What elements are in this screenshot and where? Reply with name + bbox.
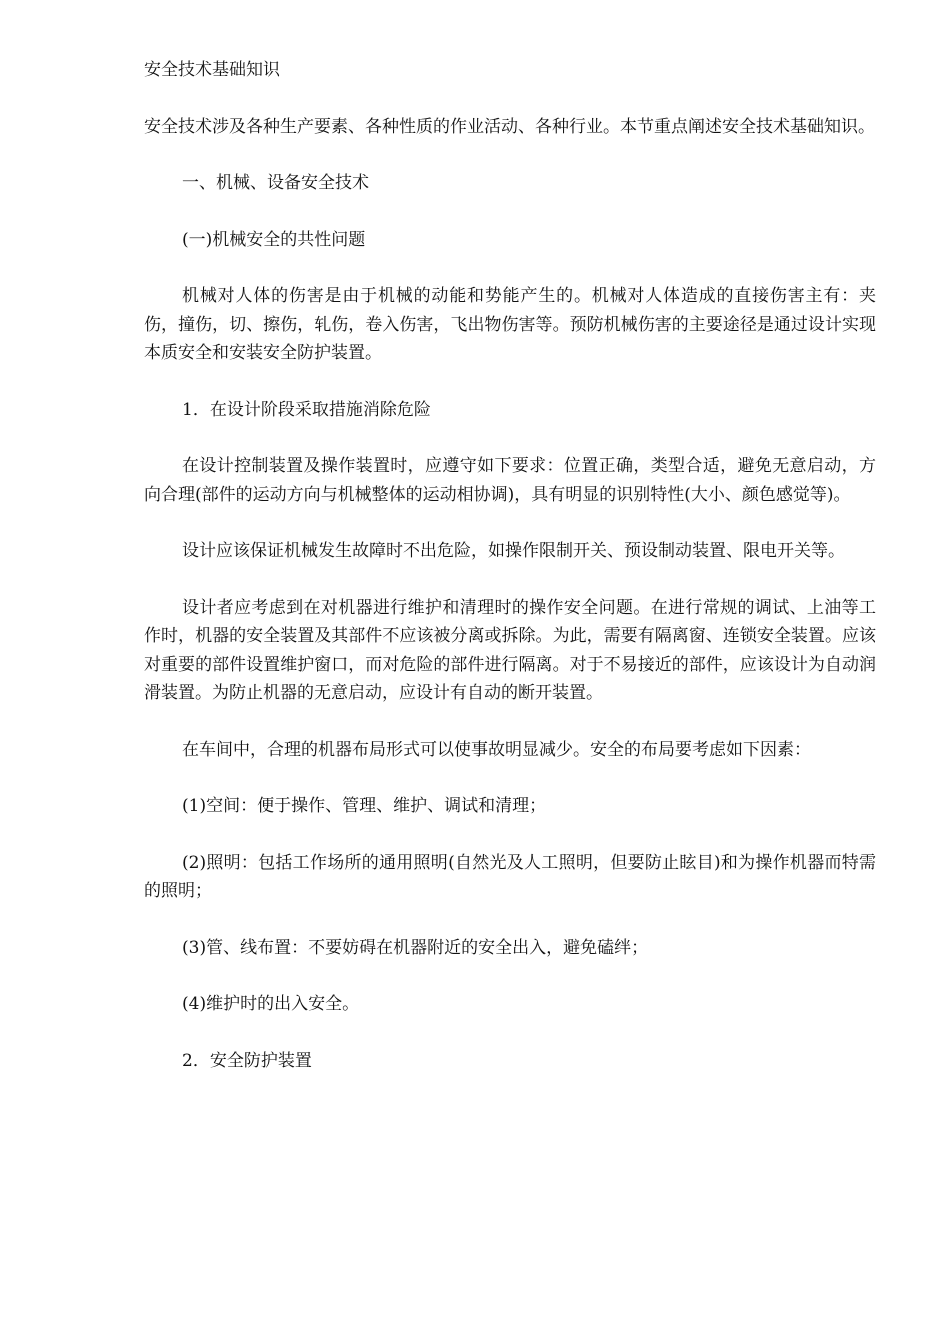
- factor-maintenance-access: (4)维护时的出入安全。: [182, 994, 360, 1014]
- section-heading: 一、机械、设备安全技术: [182, 173, 369, 193]
- maintenance-paragraph: 设计者应考虑到在对机器进行维护和清理时的操作安全问题。在进行常规的调试、上油等工作时，机器的安全装置及其部件不应该被分离或拆除。为此，需要有隔离窗、连锁安全装置。应该对重要的部件设置维护窗口，而对危险的部件进行隔离。对于不易接近的部件，应该设计为自动润滑装置。为防止机器的无意启动，应设计有自动的断开装置。: [144, 597, 876, 703]
- factor-pipes: (3)管、线布置：不要妨碍在机器附近的安全出入，避免磕绊；: [182, 937, 649, 958]
- controls-paragraph: 在设计控制装置及操作装置时，应遵守如下要求：位置正确，类型合适，避免无意启动，方向合理(部件的运动方向与机械整体的运动相协调)，具有明显的识别特性(大小、颜色感觉等)。: [144, 456, 876, 505]
- factor-space: (1)空间：便于操作、管理、维护、调试和清理；: [182, 796, 547, 816]
- factor-lighting: (2)照明：包括工作场所的通用照明(自然光及人工照明，但要防止眩目)和为操作机器而特需的照明；: [144, 852, 876, 901]
- document-title: 安全技术基础知识: [144, 60, 280, 80]
- subsection-heading: (一)机械安全的共性问题: [182, 229, 366, 250]
- document-page: [144, 56, 876, 1103]
- failure-paragraph: 设计应该保证机械发生故障时不出危险，如操作限制开关、预设制动装置、限电开关等。: [182, 541, 845, 561]
- layout-paragraph: 在车间中，合理的机器布局形式可以使事故明显减少。安全的布局要考虑如下因素：: [182, 739, 811, 760]
- item-1-heading: 1．在设计阶段采取措施消除危险: [182, 399, 431, 420]
- item-2-heading: 2．安全防护装置: [182, 1050, 312, 1071]
- intro-paragraph: 安全技术涉及各种生产要素、各种性质的作业活动、各种行业。本节重点阐述安全技术基础知识。: [144, 116, 875, 137]
- mechanical-harm-paragraph: 机械对人体的伤害是由于机械的动能和势能产生的。机械对人体造成的直接伤害主有：夹伤，撞伤，切、擦伤，轧伤，卷入伤害，飞出物伤害等。预防机械伤害的主要途径是通过设计实现本质安全和安装安全防护装置。: [144, 286, 876, 363]
